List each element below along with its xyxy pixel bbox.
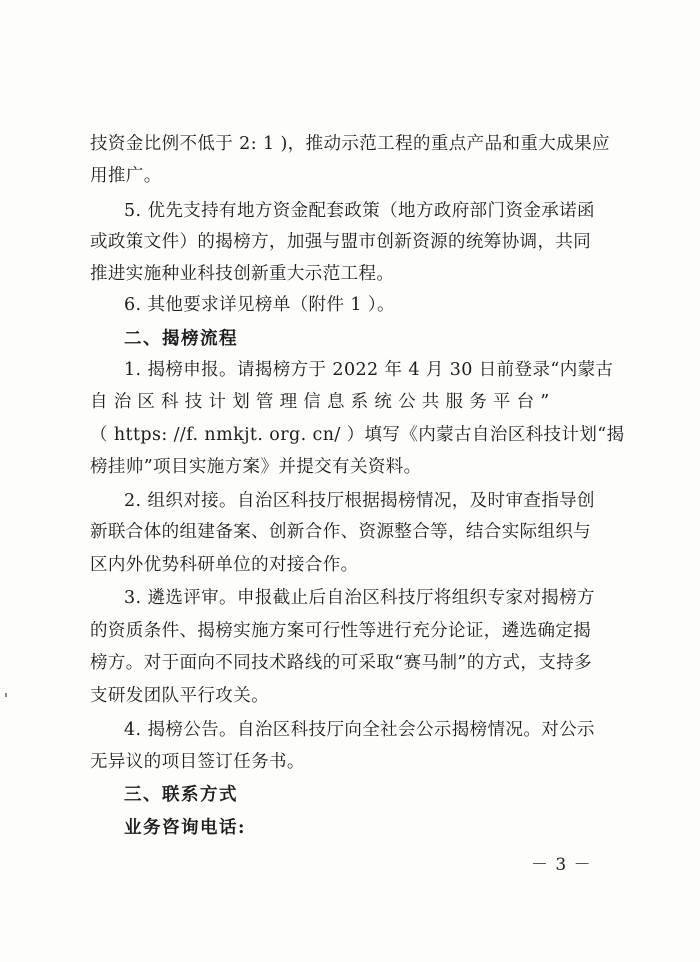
text-line: 推进实施种业科技创新重大示范工程。 (90, 264, 395, 284)
text-line: 榜方。对于面向不同技术路线的可采取“赛马制”的方式，支持多 (90, 653, 592, 673)
text-line: 支研发团队平行攻关。 (90, 686, 269, 706)
text-line: 新联合体的组建备案、创新合作、资源整合等，结合实际组织与 (90, 522, 592, 542)
text-line: 榜挂帅”项目实施方案》并提交有关资料。 (90, 457, 422, 477)
section-heading-contact: 三、联系方式 (124, 785, 238, 805)
text-line: 用推广。 (90, 166, 162, 186)
text-line: 区内外优势科研单位的对接合作。 (90, 555, 359, 575)
page-number: － 3 － (531, 855, 592, 875)
text-line: 6. 其他要求详见榜单（附件 1 ）。 (124, 295, 395, 315)
text-line: 的资质条件、揭榜实施方案可行性等进行充分论证，遴选确定揭 (90, 621, 592, 641)
text-line: 自治区科技计划管理信息系统公共服务平台” (90, 392, 556, 412)
scan-mark (5, 693, 7, 697)
text-line: 1. 揭榜申报。请揭榜方于 2022 年 4 月 30 日前登录“内蒙古 (124, 360, 614, 380)
text-line: 或政策文件）的揭榜方，加强与盟市创新资源的统筹协调，共同 (90, 232, 592, 252)
text-line: 无异议的项目签订任务书。 (90, 752, 305, 772)
text-line: 3. 遴选评审。申报截止后自治区科技厅将组织专家对揭榜方 (124, 588, 595, 608)
text-line: 4. 揭榜公告。自治区科技厅向全社会公示揭榜情况。对公示 (124, 720, 595, 740)
contact-phone-label: 业务咨询电话: (124, 818, 246, 838)
text-line: 5. 优先支持有地方资金配套政策（地方政府部门资金承诺函 (124, 201, 595, 221)
text-line: 技资金比例不低于 2: 1 )，推动示范工程的重点产品和重大成果应 (90, 134, 610, 154)
text-line: （ https: //f. nmkjt. org. cn/ ）填写《内蒙古自治区科技计划“揭 (90, 425, 625, 445)
section-heading-process: 二、揭榜流程 (124, 329, 238, 349)
text-line: 2. 组织对接。自治区科技厅根据揭榜情况，及时审查指导创 (124, 491, 595, 511)
